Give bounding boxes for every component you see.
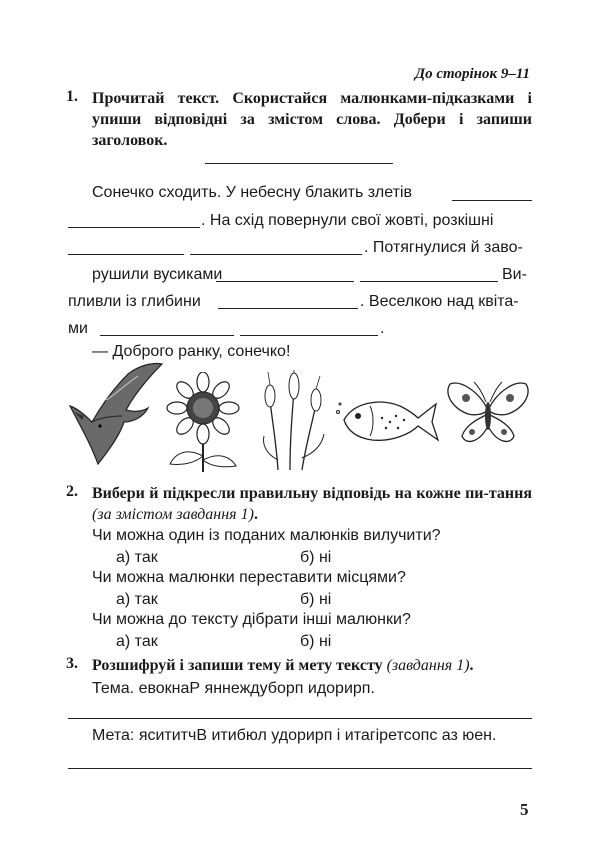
text-line-1: Сонечко сходить. У небесну блакить злетів	[92, 184, 413, 201]
blank-fish[interactable]	[218, 308, 358, 309]
page-number: 5	[520, 800, 529, 819]
goal-answer-line[interactable]	[68, 768, 532, 769]
text-line-6a: ми	[68, 320, 88, 337]
blank-wheat-1[interactable]	[216, 281, 354, 282]
blank-bird-2[interactable]	[68, 227, 200, 228]
question-2: Чи можна малюнки переставити місцями?	[92, 569, 406, 586]
answer-2-no[interactable]: б) ні	[300, 591, 332, 608]
question-3: Чи можна до тексту дібрати інші малюнки?	[92, 611, 411, 628]
blank-bird[interactable]	[452, 200, 532, 201]
text-line-5a: пливли із глибини	[68, 293, 201, 310]
answer-1-no[interactable]: б) ні	[300, 549, 332, 566]
title-answer-line[interactable]	[205, 163, 393, 164]
text-line-4a: рушили вусиками	[92, 266, 223, 283]
blank-butterfly-2[interactable]	[240, 335, 378, 336]
task-3-note-end: .	[469, 657, 474, 674]
theme-answer-line[interactable]	[68, 718, 532, 719]
task-2-note-end: .	[253, 506, 258, 523]
text-line-7: — Доброго ранку, сонечко!	[92, 343, 291, 360]
task-2-instruction: Вибери й підкресли правильну відповідь на кожне пи-тання	[92, 485, 532, 502]
encoded-goal: Мета: ясититчВ итибюл удорирп і итагіретсопс аз юен.	[92, 727, 497, 744]
task-3-note: (завдання 1)	[386, 657, 470, 674]
answer-3-no[interactable]: б) ні	[300, 633, 332, 650]
blank-sunflower-1[interactable]	[68, 254, 184, 255]
blank-sunflower-2[interactable]	[190, 254, 362, 255]
text-line-4b: Ви-	[502, 266, 527, 283]
page-reference: До сторінок 9–11	[414, 66, 530, 82]
answer-1-yes[interactable]: а) так	[116, 549, 158, 566]
answer-2-yes[interactable]: а) так	[116, 591, 158, 608]
wheat-icon	[258, 370, 328, 472]
task-3-instruction: Розшифруй і запиши тему й мету тексту	[92, 657, 383, 674]
butterfly-icon	[444, 376, 532, 452]
task-3-instruction-block	[92, 655, 532, 676]
blank-butterfly-1[interactable]	[100, 335, 234, 336]
fish-icon	[336, 392, 440, 448]
task-2-number: 2.	[66, 483, 78, 500]
bird-icon	[66, 360, 166, 472]
sunflower-icon	[158, 372, 248, 472]
task-3-number: 3.	[66, 655, 78, 672]
task-2-instruction-block	[92, 483, 532, 525]
task-1-number: 1.	[66, 88, 78, 105]
text-line-3: . Потягнулися й заво-	[364, 239, 523, 256]
question-1: Чи можна один із поданих малюнків вилучити?	[92, 527, 441, 544]
text-line-2: . На схід повернули свої жовті, розкішні	[201, 212, 494, 229]
task-2-note: (за змістом завдання 1)	[92, 506, 254, 523]
text-line-6b: .	[380, 320, 385, 337]
text-line-5b: . Веселкою над квіта-	[360, 293, 519, 310]
blank-wheat-2[interactable]	[360, 281, 498, 282]
encoded-theme: Тема. евокнаР яннеждуборп идорирп.	[92, 680, 375, 697]
task-1-instruction: Прочитай текст. Скористайся малюнками-підказками і упиши відповідні за змістом слова. Добери і запиши заголовок.	[92, 90, 532, 149]
answer-3-yes[interactable]: а) так	[116, 633, 158, 650]
